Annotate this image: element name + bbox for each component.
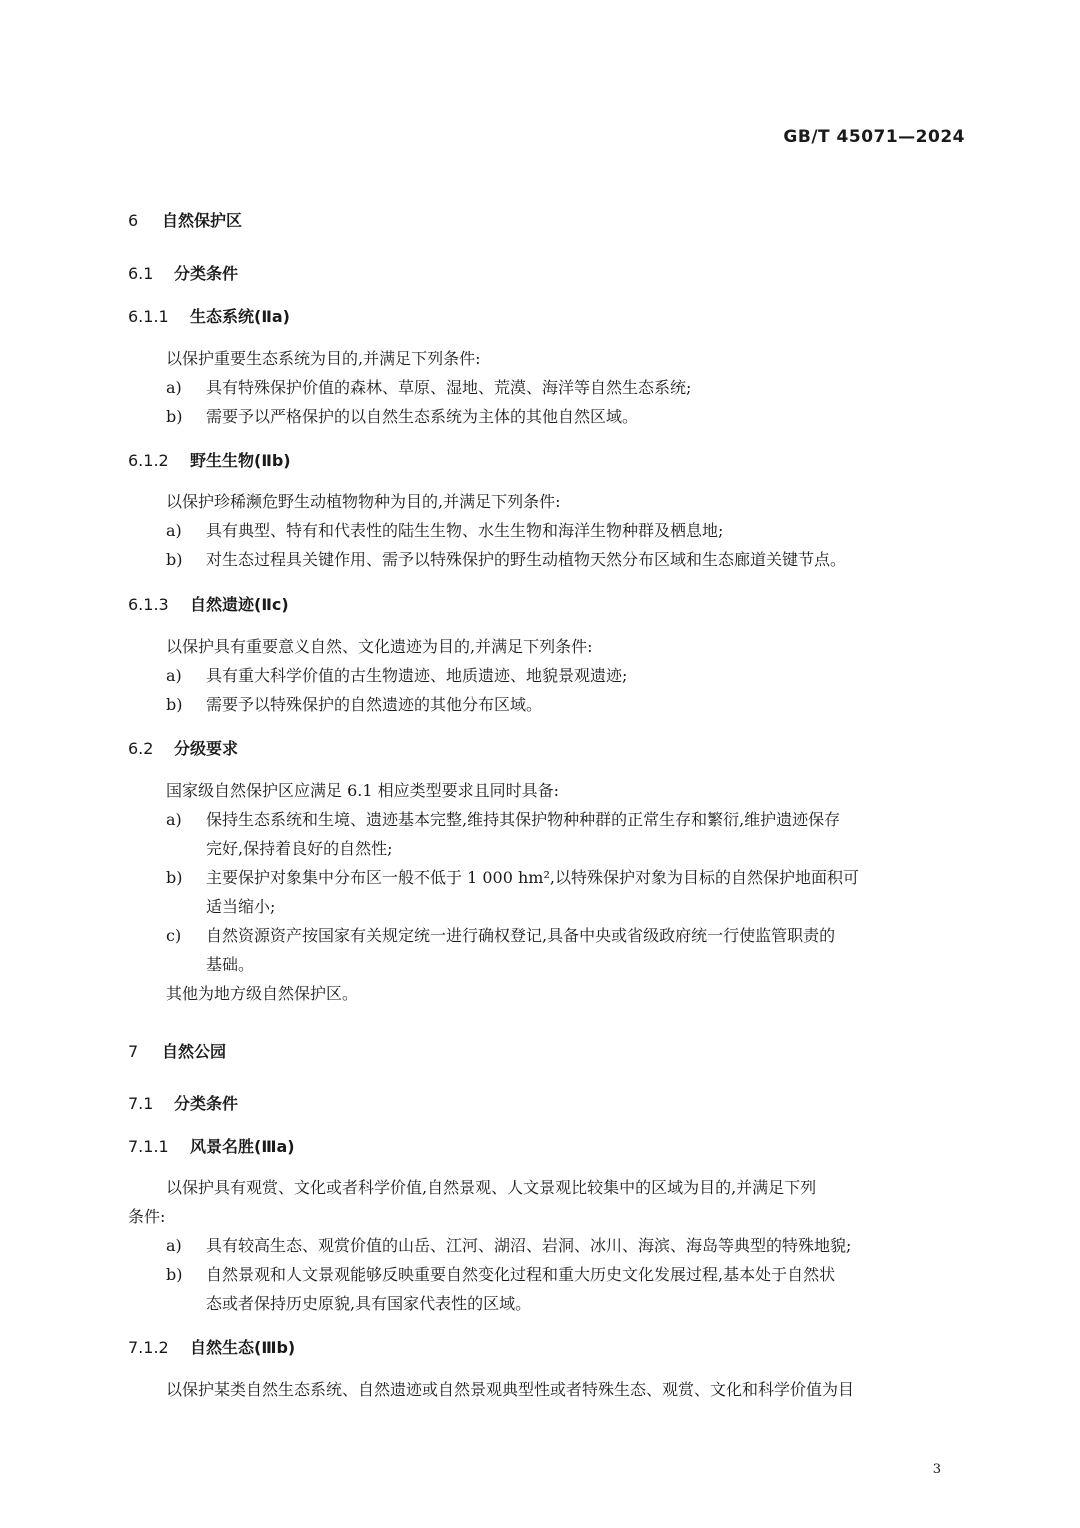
section-7-1-2-heading [128,1335,295,1358]
list-text: 具有较高生态、观赏价值的山岳、江河、湖沼、岩洞、冰川、海滨、海岛等典型的特殊地貌; [206,1236,852,1255]
list-item [166,923,835,946]
section-number: 7.1 [128,1094,154,1113]
list-item [166,692,542,715]
page-number: 3 [932,1462,941,1477]
paragraph: 以保护某类自然生态系统、自然遗迹或自然景观典型性或者特殊生态、观赏、文化和科学价值为目 [166,1380,855,1399]
list-text-continuation: 基础。 [206,955,255,974]
section-number: 7.1.1 [128,1137,169,1156]
section-6-1-3-heading [128,592,289,615]
list-marker: a) [166,810,182,829]
list-item [166,375,691,398]
section-6-heading [128,208,242,231]
list-item [166,865,859,888]
list-text-continuation: 完好,保持着良好的自然性; [206,839,393,858]
paragraph-continuation: 条件: [128,1207,166,1226]
section-number: 6.2 [128,739,154,758]
section-number: 7.1.2 [128,1338,169,1357]
section-7-1-1-heading [128,1134,295,1157]
list-text: 具有重大科学价值的古生物遗迹、地质遗迹、地貌景观遗迹; [206,666,628,685]
list-text: 自然资源资产按国家有关规定统一进行确权登记,具备中央或省级政府统一行使监管职责的 [206,926,836,945]
list-marker: a) [166,521,182,540]
list-marker: b) [166,695,183,714]
list-item [166,404,638,427]
list-item [166,1233,851,1256]
list-text: 自然景观和人文景观能够反映重要自然变化过程和重大历史文化发展过程,基本处于自然状 [206,1265,836,1284]
list-text-continuation: 态或者保持历史原貌,具有国家代表性的区域。 [206,1294,532,1313]
list-text: 保持生态系统和生境、遗迹基本完整,维持其保护物种种群的正常生存和繁衍,维护遗迹保存 [206,810,841,829]
list-marker: a) [166,666,182,685]
list-marker: b) [166,1265,183,1284]
section-title: 分级要求 [174,739,239,758]
section-title: 分类条件 [174,1094,239,1113]
section-number: 6.1.3 [128,595,169,614]
list-item [166,807,840,830]
list-text: 具有特殊保护价值的森林、草原、湿地、荒漠、海洋等自然生态系统; [206,378,692,397]
section-number: 6 [128,211,139,230]
section-number: 7 [128,1042,139,1061]
list-marker: a) [166,378,182,397]
paragraph: 以保护具有观赏、文化或者科学价值,自然景观、人文景观比较集中的区域为目的,并满足下列 [166,1178,817,1197]
section-title: 分类条件 [174,264,239,283]
paragraph: 以保护具有重要意义自然、文化遗迹为目的,并满足下列条件: [166,637,593,656]
list-text: 需要予以严格保护的以自然生态系统为主体的其他自然区域。 [206,407,639,426]
paragraph: 以保护重要生态系统为目的,并满足下列条件: [166,349,481,368]
list-marker: c) [166,926,182,945]
list-text: 对生态过程具关键作用、需予以特殊保护的野生动植物天然分布区域和生态廊道关键节点。 [206,550,847,569]
section-6-2-heading [128,736,238,759]
list-marker: b) [166,550,183,569]
list-item [166,663,627,686]
list-text-continuation: 适当缩小; [206,897,276,916]
list-text: 具有典型、特有和代表性的陆生生物、水生生物和海洋生物种群及栖息地; [206,521,724,540]
section-title: 自然公园 [162,1042,227,1061]
paragraph: 以保护珍稀濒危野生动植物物种为目的,并满足下列条件: [166,492,561,511]
section-title: 生态系统(Ⅱa) [190,307,290,326]
section-title: 风景名胜(Ⅲa) [190,1137,295,1156]
section-6-1-2-heading [128,448,291,471]
paragraph: 国家级自然保护区应满足 6.1 相应类型要求且同时具备: [166,781,560,800]
section-7-heading [128,1039,226,1062]
list-item [166,1262,835,1285]
section-6-1-1-heading [128,304,290,327]
list-marker: b) [166,407,183,426]
list-item [166,518,723,541]
list-marker: a) [166,1236,182,1255]
section-title: 自然保护区 [162,211,243,230]
section-title: 自然生态(Ⅲb) [190,1338,296,1357]
standard-number: GB/T 45071—2024 [783,127,965,147]
section-number: 6.1.1 [128,307,169,326]
section-title: 自然遗迹(Ⅱc) [190,595,289,614]
section-7-1-heading [128,1091,238,1114]
list-text: 需要予以特殊保护的自然遗迹的其他分布区域。 [206,695,543,714]
paragraph: 其他为地方级自然保护区。 [166,984,359,1003]
list-text: 主要保护对象集中分布区一般不低于 1 000 hm²,以特殊保护对象为目标的自然保护地面积可 [206,868,859,887]
list-item [166,547,846,570]
section-number: 6.1 [128,264,154,283]
section-number: 6.1.2 [128,451,169,470]
section-6-1-heading [128,261,238,284]
section-title: 野生生物(Ⅱb) [190,451,291,470]
list-marker: b) [166,868,183,887]
